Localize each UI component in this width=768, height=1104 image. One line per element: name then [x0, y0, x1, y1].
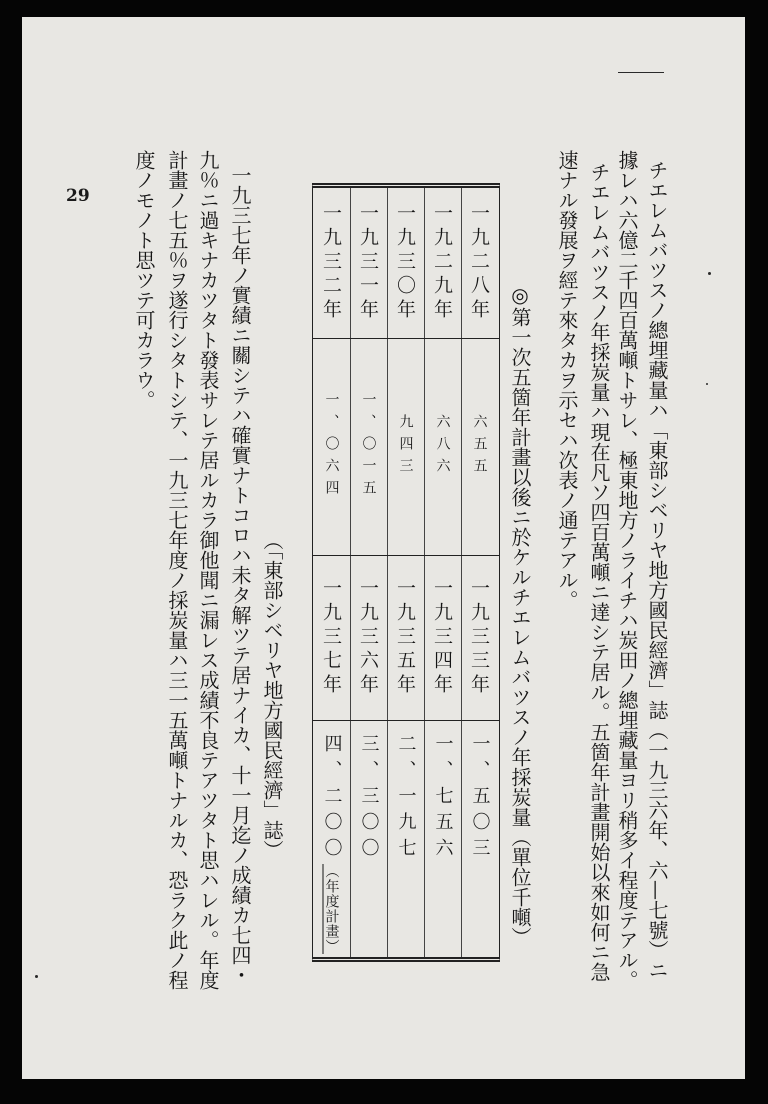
table-cell-value [313, 720, 350, 957]
table-cell-year [350, 188, 387, 338]
year-label: 一九二八年 [468, 203, 490, 323]
conclusion-line: 九％ニ過キナカツタト發表サレテ居ルカラ御他聞ニ漏レス成績不良テアツタト思ハレル。年度 [196, 150, 220, 990]
table-cell-year [424, 555, 461, 720]
intro-line: チエレムバツスノ年採炭量ハ現在凡ソ四百萬噸ニ達シテ居ル。五箇年計畫開始以來如何ニ急 [587, 162, 611, 982]
intro-line: チエレムバツスノ總埋藏量ハ「東部シベリヤ地方國民經濟」誌（一九三六年、六—七號）ニ [645, 160, 669, 980]
plan-note: （年度計畫） [323, 864, 340, 954]
table-cell-value [461, 338, 498, 555]
table-cell-value [424, 338, 461, 555]
table-cell-year [461, 555, 498, 720]
table-cell-value [350, 338, 387, 555]
table-cell-year [424, 188, 461, 338]
table-cell-year [461, 188, 498, 338]
table-cell-year [313, 555, 350, 720]
output-value: 一、〇六四 [323, 391, 340, 502]
table-cell-value [387, 338, 424, 555]
output-value: 一、七五六 [432, 734, 454, 864]
scan-mark [706, 383, 708, 385]
conclusion-line: 一九三七年ノ實績ニ關シテハ確實ナトコロハ未タ解ツテ居ナイカ、十一月迄ノ成績カ七四・ [228, 165, 252, 985]
output-value: 六八六 [434, 413, 451, 480]
table-cell-value [313, 338, 350, 555]
output-value: 三、三〇〇 [358, 734, 380, 864]
table-source: （「東部シベリヤ地方國民經濟」誌） [260, 530, 284, 860]
output-value: 一、〇一五 [360, 391, 377, 502]
year-label: 一九三五年 [394, 577, 416, 698]
scan-mark [618, 72, 664, 73]
year-label: 一九三四年 [431, 577, 453, 698]
table-cell-year [387, 188, 424, 338]
year-label: 一九三七年 [320, 577, 342, 698]
table-cell-year [313, 188, 350, 338]
table-cell-value [350, 720, 387, 957]
table-cell-value [387, 720, 424, 957]
year-label: 一九三〇年 [394, 203, 416, 323]
year-label: 一九二九年 [431, 203, 453, 323]
page-number: 29 [66, 186, 90, 206]
output-value: 六五五 [471, 413, 488, 480]
table-cell-year [350, 555, 387, 720]
year-label: 一九三六年 [357, 577, 379, 698]
year-label: 一九三二年 [320, 203, 342, 323]
scan-mark [35, 975, 38, 978]
conclusion-line: 計畫ノ七五％ヲ遂行シタトシテ、一九三七年度ノ採炭量ハ三一五萬噸トナルカ、恐ラク此ノ程 [165, 150, 189, 990]
table-title: ◎第一次五箇年計畫以後ニ於ケルチエレムバツスノ年採炭量（單位千噸） [508, 283, 532, 947]
output-value: 四、二〇〇 [321, 734, 343, 864]
intro-line: 速ナル發展ヲ經テ來タカヲ示セハ次表ノ通テアル。 [555, 150, 579, 610]
table-cell-year [387, 555, 424, 720]
conclusion-line: 度ノモノト思ツテ可カラウ。 [132, 150, 156, 410]
intro-line: 據レハ六億二千四百萬噸トサレ、極東地方ノライチハ炭田ノ總埋藏量ヨリ稍多イ程度テアル。 [615, 150, 639, 990]
year-label: 一九三三年 [468, 577, 490, 698]
output-value: 一、五〇三 [469, 734, 491, 864]
scan-mark [708, 272, 711, 275]
output-value-with-note [319, 734, 345, 954]
output-value: 九四三 [397, 413, 414, 480]
coal-output-table [312, 183, 500, 962]
table-cell-value [461, 720, 498, 957]
table-cell-value [424, 720, 461, 957]
year-label: 一九三一年 [357, 203, 379, 323]
output-value: 二、一九七 [395, 734, 417, 864]
